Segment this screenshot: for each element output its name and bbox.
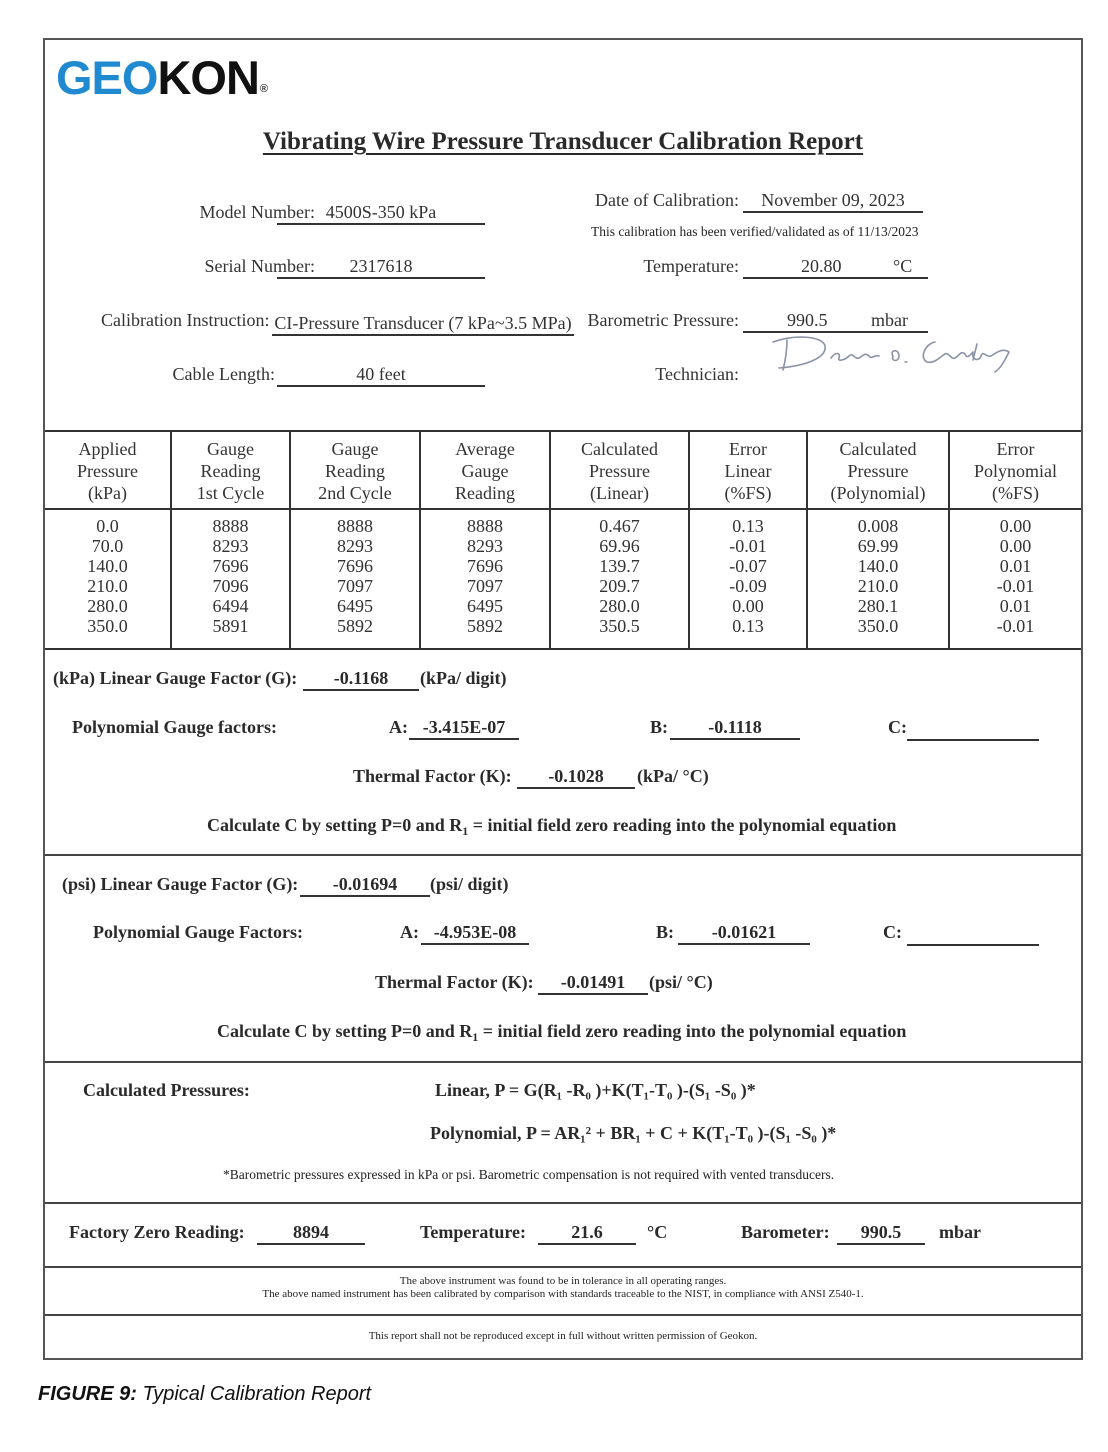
- column-gauge-reading-1st: [171, 509, 290, 649]
- cable-length-value: 40 feet: [277, 364, 485, 387]
- psi-a-value: -4.953E-08: [421, 922, 529, 945]
- technician-signature: [765, 330, 1025, 380]
- psi-calculate-c-note: Calculate C by setting P=0 and $R_1$ = initial field zero reading into the polynomial equation: [217, 1021, 907, 1044]
- psi-b-label: B:: [656, 922, 674, 942]
- factory-temperature-label: Temperature:: [420, 1222, 526, 1242]
- table-cell: 5891: [212, 616, 249, 636]
- header-gauge-reading-2nd: Gauge Reading 2nd Cycle: [290, 431, 420, 509]
- psi-thermal-factor-value: -0.01491: [538, 972, 648, 995]
- factory-barometer-value: 990.5: [837, 1222, 925, 1245]
- kpa-thermal-factor-label: Thermal Factor (K):: [353, 766, 512, 786]
- barometric-pressure-label: Barometric Pressure:: [587, 310, 739, 330]
- table-cell: 0.01: [999, 596, 1032, 616]
- calibration-data-table: [45, 430, 1081, 650]
- table-cell: 0.008: [857, 516, 899, 536]
- header-calculated-pressure-polynomial: Calculated Pressure (Polynomial): [807, 431, 949, 509]
- table-cell: 140.0: [857, 556, 899, 576]
- header-error-linear: Error Linear (%FS): [689, 431, 807, 509]
- cable-length-label: Cable Length:: [172, 364, 275, 384]
- table-cell: 7097: [467, 576, 503, 596]
- table-cell: 0.01: [999, 556, 1032, 576]
- table-cell: 6495: [467, 596, 503, 616]
- barometric-footnote: *Barometric pressures expressed in kPa or psi. Barometric compensation is not required with vented transducers.: [223, 1167, 835, 1182]
- geokon-logo: GEOKON®: [56, 51, 269, 104]
- section-divider: [45, 1061, 1081, 1063]
- table-cell: -0.07: [729, 556, 767, 576]
- table-cell: 210.0: [87, 576, 128, 596]
- figure-description: Typical Calibration Report: [136, 1383, 372, 1405]
- table-cell: 140.0: [87, 556, 128, 576]
- model-number-value: 4500S-350 kPa: [277, 202, 485, 225]
- psi-linear-gauge-factor-unit: (psi/ digit): [430, 874, 509, 894]
- kpa-b-label: B:: [650, 717, 668, 737]
- table-header-row: [45, 431, 1081, 509]
- temperature-label: Temperature:: [643, 256, 739, 276]
- table-cell: -0.01: [729, 536, 767, 556]
- section-divider: [45, 854, 1081, 856]
- factory-barometer-unit: mbar: [939, 1222, 981, 1242]
- header-average-gauge-reading: Average Gauge Reading: [420, 431, 550, 509]
- table-cell: 6495: [337, 596, 373, 616]
- table-cell: 7696: [212, 556, 249, 576]
- header-error-polynomial: Error Polynomial (%FS): [949, 431, 1081, 509]
- table-cell: 0.13: [732, 616, 764, 636]
- kpa-c-value: [907, 717, 1039, 741]
- barometric-pressure-value: 990.5: [787, 310, 828, 330]
- verification-note: This calibration has been verified/validated as of 11/13/2023: [591, 224, 919, 239]
- table-cell: 8293: [337, 536, 373, 556]
- table-cell: 0.00: [999, 516, 1032, 536]
- kpa-linear-gauge-factor-label: (kPa) Linear Gauge Factor (G):: [53, 668, 298, 688]
- model-number-label: Model Number:: [199, 202, 315, 222]
- temperature-field: [743, 256, 928, 279]
- psi-linear-gauge-factor-value: -0.01694: [300, 874, 430, 897]
- table-cell: 8888: [337, 516, 373, 536]
- header-calculated-pressure-linear: Calculated Pressure (Linear): [550, 431, 689, 509]
- table-cell: 0.0: [96, 516, 119, 536]
- psi-c-value: [907, 922, 1039, 946]
- table-cell: 280.0: [87, 596, 128, 616]
- column-error-linear: [689, 509, 807, 649]
- table-cell: 209.7: [599, 576, 640, 596]
- column-gauge-reading-2nd: [290, 509, 420, 649]
- table-cell: 0.467: [599, 516, 640, 536]
- table-cell: 5892: [467, 616, 503, 636]
- report-title: Vibrating Wire Pressure Transducer Calibration Report: [262, 128, 864, 155]
- psi-thermal-factor-unit: (psi/ °C): [649, 972, 713, 992]
- table-cell: 8293: [467, 536, 503, 556]
- section-divider: [45, 1202, 1081, 1204]
- polynomial-formula: Polynomial, P = AR₁² + BR₁ + C + K(T₁-T₀ )-(S₁ -S₀ )*: [430, 1123, 837, 1143]
- table-cell: 280.1: [857, 596, 899, 616]
- factory-temperature-value: 21.6: [538, 1222, 636, 1245]
- table-cell: 350.0: [857, 616, 899, 636]
- table-cell: 7097: [337, 576, 373, 596]
- table-cell: 139.7: [599, 556, 640, 576]
- table-cell: 210.0: [857, 576, 899, 596]
- psi-polynomial-label: Polynomial Gauge Factors:: [93, 922, 303, 942]
- psi-c-label: C:: [883, 922, 902, 942]
- section-divider: [45, 1266, 1081, 1268]
- factory-temperature-unit: °C: [647, 1222, 668, 1242]
- table-cell: 6494: [212, 596, 249, 616]
- kpa-thermal-factor-unit: (kPa/ °C): [637, 766, 709, 786]
- column-calculated-pressure-polynomial: [807, 509, 949, 649]
- kpa-a-value: -3.415E-07: [409, 717, 519, 740]
- kpa-polynomial-label: Polynomial Gauge factors:: [72, 717, 277, 737]
- psi-b-value: -0.01621: [678, 922, 810, 945]
- table-cell: 0.00: [999, 536, 1032, 556]
- table-cell: 0.13: [732, 516, 764, 536]
- psi-linear-gauge-factor-label: (psi) Linear Gauge Factor (G):: [62, 874, 299, 894]
- calculated-pressures-label: Calculated Pressures:: [83, 1080, 250, 1100]
- table-cell: 7096: [212, 576, 249, 596]
- calibration-report: [43, 38, 1083, 1360]
- table-cell: 8293: [212, 536, 249, 556]
- barometric-pressure-unit: mbar: [871, 310, 908, 330]
- table-cell: 8888: [212, 516, 249, 536]
- figure-number: FIGURE 9:: [38, 1383, 137, 1405]
- kpa-linear-gauge-factor-value: -0.1168: [303, 668, 419, 691]
- column-average-gauge-reading: [420, 509, 550, 649]
- table-cell: 280.0: [599, 596, 640, 616]
- nist-compliance-statement: The above named instrument has been calibrated by comparison with standards traceable to the NIST, in compliance with ANSI Z540-1.: [262, 1288, 864, 1300]
- factory-barometer-label: Barometer:: [741, 1222, 830, 1242]
- table-cell: 8888: [467, 516, 503, 536]
- temperature-unit: °C: [893, 256, 913, 276]
- table-cell: 7696: [467, 556, 503, 576]
- kpa-a-label: A:: [389, 717, 408, 737]
- table-cell: 5892: [337, 616, 373, 636]
- figure-caption: [38, 1383, 371, 1406]
- calibration-date-label: Date of Calibration:: [595, 190, 739, 210]
- calibration-instruction-label: Calibration Instruction:: [101, 310, 270, 330]
- psi-thermal-factor-label: Thermal Factor (K):: [375, 972, 534, 992]
- table-cell: -0.01: [996, 616, 1035, 636]
- column-error-polynomial: [949, 509, 1081, 649]
- table-cell: 69.99: [857, 536, 899, 556]
- kpa-c-label: C:: [888, 717, 907, 737]
- serial-number-label: Serial Number:: [204, 256, 315, 276]
- kpa-calculate-c-note: Calculate C by setting P=0 and $R_1$ = initial field zero reading into the polynomial equation: [207, 815, 897, 838]
- header-gauge-reading-1st: Gauge Reading 1st Cycle: [171, 431, 290, 509]
- psi-a-label: A:: [400, 922, 419, 942]
- table-cell: 350.0: [87, 616, 128, 636]
- table-cell: 70.0: [91, 536, 124, 556]
- tolerance-statement: The above instrument was found to be in tolerance in all operating ranges.: [399, 1275, 727, 1287]
- calibration-instruction-value: CI-Pressure Transducer (7 kPa~3.5 MPa): [272, 313, 574, 336]
- column-calculated-pressure-linear: [550, 509, 689, 649]
- factory-zero-label: Factory Zero Reading:: [69, 1222, 245, 1242]
- table-cell: 69.96: [599, 536, 640, 556]
- table-cell: -0.09: [729, 576, 767, 596]
- table-cell: 0.00: [732, 596, 764, 616]
- kpa-linear-gauge-factor-unit: (kPa/ digit): [420, 668, 507, 688]
- serial-number-value: 2317618: [277, 256, 485, 279]
- linear-formula: Linear, P = G(R₁ -R₀ )+K(T₁-T₀ )-(S₁ -S₀ )*: [435, 1080, 756, 1100]
- technician-label: Technician:: [655, 364, 739, 384]
- section-divider: [45, 1314, 1081, 1316]
- header-applied-pressure: Applied Pressure (kPa): [45, 431, 171, 509]
- table-cell: 7696: [337, 556, 373, 576]
- factory-zero-value: 8894: [257, 1222, 365, 1245]
- calibration-date-value: November 09, 2023: [743, 190, 923, 213]
- reproduction-notice: This report shall not be reproduced except in full without written permission of Geokon.: [368, 1330, 758, 1342]
- column-applied-pressure: [45, 509, 171, 649]
- kpa-b-value: -0.1118: [670, 717, 800, 740]
- table-body-row: [45, 509, 1081, 649]
- kpa-thermal-factor-value: -0.1028: [517, 766, 635, 789]
- table-cell: 350.5: [599, 616, 640, 636]
- temperature-value: 20.80: [801, 256, 842, 276]
- table-cell: -0.01: [996, 576, 1035, 596]
